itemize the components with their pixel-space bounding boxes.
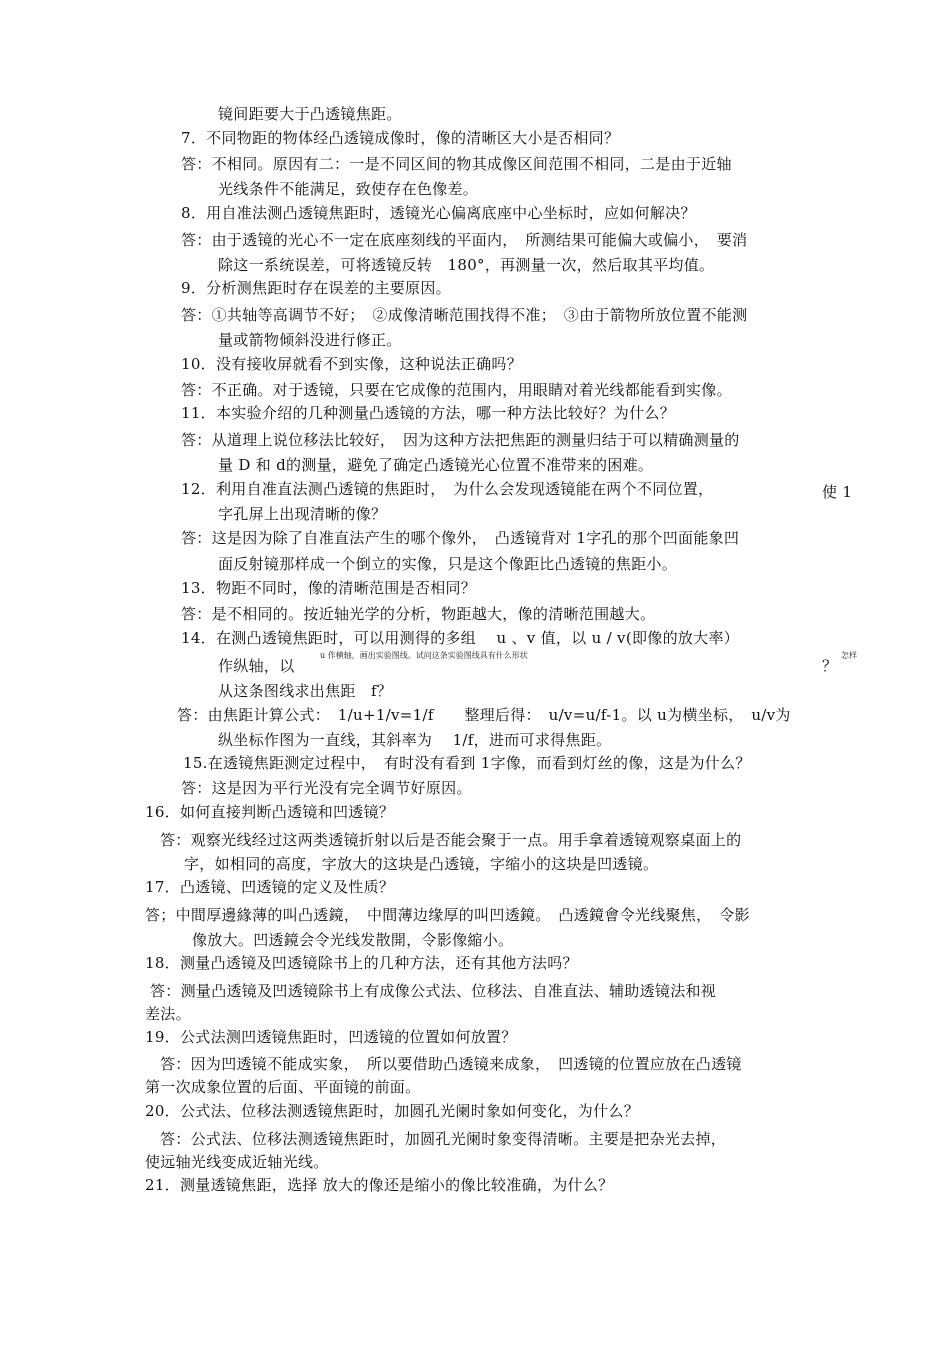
answer-17: 答；中間厚邊緣薄的叫凸透鏡， 中間薄边缘厚的叫凹透鏡。 凸透鏡會令光线聚焦， 令影 [145, 906, 750, 924]
answer-20: 答：公式法、位移法测透镜焦距时，加圆孔光阑时象变得清晰。主要是把杂光去掉， [160, 1130, 727, 1148]
question-14: 14．在测凸透镜焦距时，可以用测得的多组 u 、v 值，以 u / v(即像的放大率） [181, 629, 740, 647]
question-18: 18．测量凸透镜及凹透镜除书上的几种方法，还有其他方法吗？ [145, 954, 578, 972]
text-line: 字孔屏上出现清晰的像？ [218, 505, 387, 523]
text-line: 量 D 和 d的测量，避免了确定凸透镜光心位置不准带来的困难。 [218, 456, 654, 474]
answer-8: 答：由于透镜的光心不一定在底座刻线的平面内， 所测结果可能偏大或偏小， 要消 [181, 231, 748, 249]
question-7: 7．不同物距的物体经凸透镜成像时，像的清晰区大小是否相同？ [181, 129, 620, 147]
text-line: 纵坐标作图为一直线，其斜率为 1/f，进而可求得焦距。 [218, 731, 612, 749]
answer-9: 答：①共轴等高调节不好； ②成像清晰范围找得不准； ③由于箭物所放位置不能测 [181, 306, 748, 324]
answer-13: 答：是不相同的。按近轴光学的分析，物距越大，像的清晰范围越大。 [181, 605, 656, 623]
answer-7: 答：不相同。原因有二：一是不同区间的物其成像区间范围不相同，二是由于近轴 [181, 155, 732, 173]
text-line: 光线条件不能满足，致使存在色像差。 [218, 180, 479, 198]
text-fragment: ？ [822, 657, 838, 675]
answer-11: 答：从道理上说位移法比较好， 因为这种方法把焦距的测量归结于可以精确测量的 [181, 431, 740, 449]
text-line: 面反射镜那样成一个倒立的实像，只是这个像距比凸透镜的焦距小。 [218, 555, 678, 573]
answer-19: 答：因为凹透镜不能成实象， 所以要借助凸透镜来成象， 凹透镜的位置应放在凸透镜 [160, 1055, 742, 1073]
text-line: 镜间距要大于凸透镜焦距。 [218, 105, 402, 123]
text-line: 像放大。凹透鏡会令光线发散開，令影像縮小。 [192, 931, 514, 949]
text-fragment: 使 1 [822, 483, 853, 501]
question-12: 12．利用自准直法测凸透镜的焦距时， 为什么会发现透镜能在两个不同位置， [181, 480, 714, 498]
text-line: 字，如相同的高度，字放大的这块是凸透镜，字缩小的这块是凹透镜。 [184, 855, 659, 873]
text-line: 作纵轴，以 [218, 657, 295, 675]
answer-14: 答：由焦距计算公式： 1/u+1/v=1/f 整理后得： u/v=u/f-1。以 u为横坐标， u/v为 [177, 706, 791, 724]
question-11: 11．本实验介绍的几种测量凸透镜的方法，哪一种方法比较好？为什么？ [181, 404, 675, 422]
answer-10: 答：不正确。对于透镜，只要在它成像的范围内，用眼睛对着光线都能看到实像。 [181, 381, 732, 399]
answer-12: 答：这是因为除了自准直法产生的哪个像外， 凸透镜背对 1字孔的那个凹面能象凹 [181, 529, 740, 547]
question-21: 21．测量透镜焦距，选择 放大的像还是缩小的像比较准确，为什么？ [145, 1176, 614, 1194]
small-text: 怎样 [841, 651, 857, 660]
answer-16: 答：观察光线经过这两类透镜折射以后是否能会聚于一点。用手拿着透镜观察桌面上的 [160, 831, 742, 849]
text-line: 差法。 [145, 1005, 191, 1023]
text-line: 量或箭物倾斜没进行修正。 [218, 331, 402, 349]
question-8: 8．用自准法测凸透镜焦距时，透镜光心偏离底座中心坐标时，应如何解决？ [181, 204, 696, 222]
question-13: 13．物距不同时，像的清晰范围是否相同？ [181, 579, 477, 597]
question-16: 16．如何直接判断凸透镜和凹透镜？ [145, 803, 395, 821]
question-20: 20．公式法、位移法测透镜焦距时，加圆孔光阑时象如何变化，为什么？ [145, 1102, 639, 1120]
question-19: 19．公式法测凹透镜焦距时，凹透镜的位置如何放置？ [145, 1028, 517, 1046]
small-text: u 作横轴，画出实验图线。试问这条实验图线具有什么形状 [320, 651, 528, 660]
question-17: 17．凸透镜、凹透镜的定义及性质？ [145, 878, 395, 896]
text-line: 使远轴光线变成近轴光线。 [145, 1153, 329, 1171]
answer-18: 答：测量凸透镜及凹透镜除书上有成像公式法、位移法、自准直法、辅助透镜法和视 [150, 982, 717, 1000]
text-line: 从这条图线求出焦距 f？ [218, 682, 393, 700]
answer-15: 答：这是因为平行光没有完全调节好原因。 [181, 779, 472, 797]
question-10: 10．没有接收屏就看不到实像，这种说法正确吗？ [181, 355, 522, 373]
question-9: 9．分析测焦距时存在误差的主要原因。 [181, 279, 451, 297]
text-line: 除这一系统误差，可将透镜反转 180°，再测量一次，然后取其平均值。 [218, 256, 715, 274]
question-15: 15.在透镜焦距测定过程中， 有时没有看到 1字像，而看到灯丝的像，这是为什么？ [183, 754, 751, 772]
text-line: 第一次成象位置的后面、平面镜的前面。 [145, 1078, 421, 1096]
